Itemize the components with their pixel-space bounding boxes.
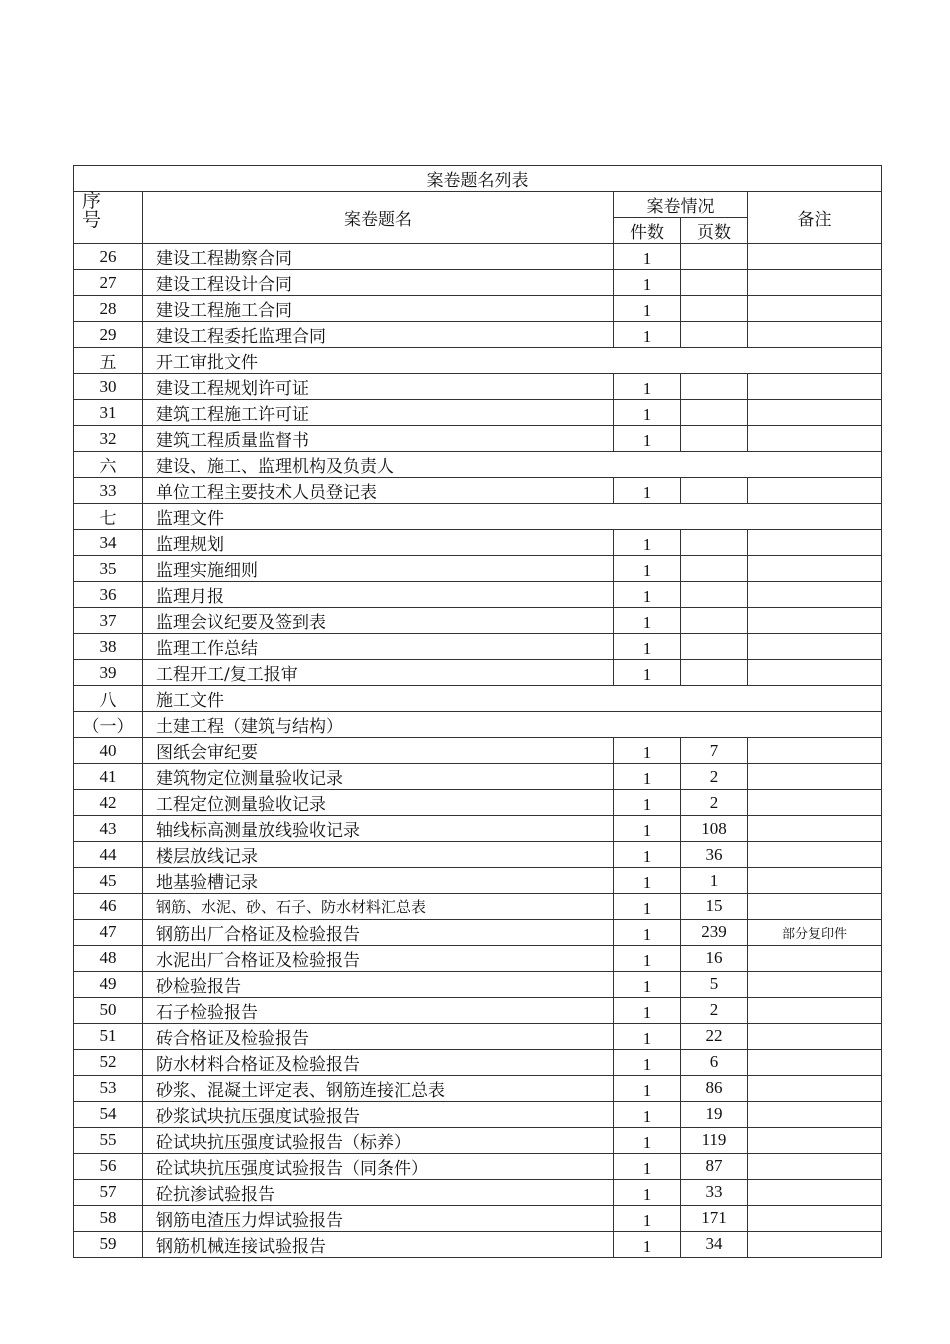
row-number: 41 [74, 764, 143, 790]
row-number: 33 [74, 478, 143, 504]
table-row [74, 322, 882, 348]
row-note [748, 971, 882, 997]
row-title: 砂浆、混凝土评定表、钢筋连接汇总表 [143, 1075, 614, 1101]
row-note [748, 400, 882, 426]
header-note: 备注 [748, 192, 882, 244]
row-number: 54 [74, 1101, 143, 1127]
row-note [748, 1179, 882, 1205]
row-number: 32 [74, 426, 143, 452]
row-number: 七 [74, 504, 143, 530]
row-count: 1 [614, 270, 681, 296]
row-count: 1 [614, 374, 681, 400]
table-row [74, 582, 882, 608]
row-title: 轴线标高测量放线验收记录 [143, 816, 614, 842]
row-count: 1 [614, 997, 681, 1023]
row-note [748, 1023, 882, 1049]
table-row [74, 1179, 882, 1205]
row-pages: 19 [681, 1101, 748, 1127]
row-pages: 2 [681, 764, 748, 790]
row-number: 30 [74, 374, 143, 400]
row-pages: 22 [681, 1023, 748, 1049]
table-row [74, 894, 882, 920]
row-number: 31 [74, 400, 143, 426]
row-pages: 15 [681, 894, 748, 920]
row-number: 51 [74, 1023, 143, 1049]
row-note [748, 790, 882, 816]
row-count: 1 [614, 1205, 681, 1231]
row-count: 1 [614, 945, 681, 971]
row-number: 59 [74, 1231, 143, 1257]
header-seq-line2: 号 [82, 209, 102, 231]
row-note [748, 842, 882, 868]
row-number: 46 [74, 894, 143, 920]
row-title: 建设工程规划许可证 [143, 374, 614, 400]
row-note [748, 1231, 882, 1257]
row-pages: 119 [681, 1127, 748, 1153]
row-count: 1 [614, 582, 681, 608]
row-note [748, 296, 882, 322]
row-note [748, 816, 882, 842]
table-row [74, 244, 882, 270]
table-row [74, 400, 882, 426]
row-title: 监理工作总结 [143, 634, 614, 660]
row-note [748, 244, 882, 270]
table-row [74, 1127, 882, 1153]
row-count: 1 [614, 1179, 681, 1205]
table-row [74, 660, 882, 686]
row-note [748, 738, 882, 764]
row-pages [681, 582, 748, 608]
table-row [74, 842, 882, 868]
header-seq-line1: 序 [82, 190, 102, 212]
row-pages [681, 270, 748, 296]
row-title: 建设工程施工合同 [143, 296, 614, 322]
row-pages: 2 [681, 997, 748, 1023]
row-pages [681, 374, 748, 400]
table-row [74, 1075, 882, 1101]
table-row [74, 738, 882, 764]
row-pages: 16 [681, 945, 748, 971]
section-row [74, 712, 882, 738]
row-title: 砂浆试块抗压强度试验报告 [143, 1101, 614, 1127]
row-number: 37 [74, 608, 143, 634]
table-row [74, 634, 882, 660]
row-note [748, 868, 882, 894]
table-row [74, 1231, 882, 1257]
section-title: 土建工程（建筑与结构） [143, 712, 882, 738]
header-seq [74, 192, 143, 244]
row-title: 地基验槽记录 [143, 868, 614, 894]
row-note [748, 374, 882, 400]
row-number: 28 [74, 296, 143, 322]
row-title: 砼试块抗压强度试验报告（标养） [143, 1127, 614, 1153]
row-number: 36 [74, 582, 143, 608]
header-pages: 页数 [681, 218, 748, 244]
row-pages [681, 400, 748, 426]
row-title: 石子检验报告 [143, 997, 614, 1023]
row-note [748, 1127, 882, 1153]
table-row [74, 945, 882, 971]
row-count: 1 [614, 1023, 681, 1049]
table-row [74, 296, 882, 322]
row-pages [681, 426, 748, 452]
row-title: 钢筋、水泥、砂、石子、防水材料汇总表 [143, 894, 614, 920]
row-note [748, 1205, 882, 1231]
row-pages: 34 [681, 1231, 748, 1257]
row-count: 1 [614, 738, 681, 764]
table-row [74, 919, 882, 945]
table-row [74, 426, 882, 452]
row-number: 六 [74, 452, 143, 478]
row-number: 52 [74, 1049, 143, 1075]
row-title: 监理规划 [143, 530, 614, 556]
table-row [74, 1023, 882, 1049]
row-number: 34 [74, 530, 143, 556]
table-row [74, 1049, 882, 1075]
table-row [74, 1205, 882, 1231]
table-row [74, 1153, 882, 1179]
table-row [74, 1101, 882, 1127]
table-row [74, 478, 882, 504]
table-row [74, 971, 882, 997]
row-number: 39 [74, 660, 143, 686]
header-status: 案卷情况 [614, 192, 748, 218]
header-name: 案卷题名 [143, 192, 614, 244]
row-number: 44 [74, 842, 143, 868]
row-note [748, 945, 882, 971]
row-count: 1 [614, 1049, 681, 1075]
row-note [748, 426, 882, 452]
row-count: 1 [614, 296, 681, 322]
row-title: 监理月报 [143, 582, 614, 608]
row-note [748, 270, 882, 296]
row-title: 砖合格证及检验报告 [143, 1023, 614, 1049]
row-count: 1 [614, 919, 681, 945]
table-row [74, 790, 882, 816]
row-note [748, 478, 882, 504]
table-row [74, 608, 882, 634]
row-number: 29 [74, 322, 143, 348]
section-title: 建设、施工、监理机构及负责人 [143, 452, 882, 478]
row-count: 1 [614, 478, 681, 504]
row-number: 55 [74, 1127, 143, 1153]
table-row [74, 764, 882, 790]
row-pages: 87 [681, 1153, 748, 1179]
row-note [748, 660, 882, 686]
row-pages: 1 [681, 868, 748, 894]
row-note [748, 582, 882, 608]
row-count: 1 [614, 971, 681, 997]
row-count: 1 [614, 322, 681, 348]
row-count: 1 [614, 764, 681, 790]
row-title: 防水材料合格证及检验报告 [143, 1049, 614, 1075]
section-row [74, 686, 882, 712]
table-row [74, 868, 882, 894]
row-note [748, 556, 882, 582]
row-pages [681, 296, 748, 322]
row-pages [681, 244, 748, 270]
row-number: 27 [74, 270, 143, 296]
row-note: 部分复印件 [748, 919, 882, 945]
row-number: 26 [74, 244, 143, 270]
row-count: 1 [614, 634, 681, 660]
section-title: 开工审批文件 [143, 348, 882, 374]
header-count: 件数 [614, 218, 681, 244]
row-pages: 2 [681, 790, 748, 816]
row-number: 38 [74, 634, 143, 660]
row-count: 1 [614, 608, 681, 634]
row-note [748, 1101, 882, 1127]
row-pages [681, 556, 748, 582]
row-title: 建设工程勘察合同 [143, 244, 614, 270]
row-title: 工程开工/复工报审 [143, 660, 614, 686]
row-title: 水泥出厂合格证及检验报告 [143, 945, 614, 971]
row-title: 建筑工程施工许可证 [143, 400, 614, 426]
row-note [748, 530, 882, 556]
row-pages [681, 660, 748, 686]
row-note [748, 608, 882, 634]
row-number: 43 [74, 816, 143, 842]
row-number: 53 [74, 1075, 143, 1101]
section-title: 施工文件 [143, 686, 882, 712]
row-note [748, 997, 882, 1023]
row-number: 47 [74, 919, 143, 945]
row-title: 工程定位测量验收记录 [143, 790, 614, 816]
row-title: 砂检验报告 [143, 971, 614, 997]
row-title: 单位工程主要技术人员登记表 [143, 478, 614, 504]
row-note [748, 1075, 882, 1101]
row-count: 1 [614, 816, 681, 842]
row-number: 42 [74, 790, 143, 816]
table-row [74, 816, 882, 842]
table-row [74, 374, 882, 400]
row-pages [681, 530, 748, 556]
row-count: 1 [614, 1075, 681, 1101]
row-pages: 36 [681, 842, 748, 868]
row-note [748, 322, 882, 348]
row-number: 45 [74, 868, 143, 894]
row-count: 1 [614, 530, 681, 556]
table-row [74, 530, 882, 556]
table-title-row [74, 166, 882, 192]
row-title: 图纸会审纪要 [143, 738, 614, 764]
row-count: 1 [614, 1127, 681, 1153]
row-count: 1 [614, 660, 681, 686]
row-title: 钢筋出厂合格证及检验报告 [143, 919, 614, 945]
row-note [748, 764, 882, 790]
archive-title-table [73, 165, 882, 1258]
row-count: 1 [614, 556, 681, 582]
table-row [74, 997, 882, 1023]
row-pages: 108 [681, 816, 748, 842]
row-note [748, 634, 882, 660]
row-pages: 6 [681, 1049, 748, 1075]
section-row [74, 348, 882, 374]
row-pages: 7 [681, 738, 748, 764]
row-number: 56 [74, 1153, 143, 1179]
row-pages: 86 [681, 1075, 748, 1101]
row-count: 1 [614, 1101, 681, 1127]
row-number: （一） [74, 712, 143, 738]
row-note [748, 1049, 882, 1075]
row-title: 监理会议纪要及签到表 [143, 608, 614, 634]
section-row [74, 452, 882, 478]
section-row [74, 504, 882, 530]
row-number: 40 [74, 738, 143, 764]
row-number: 50 [74, 997, 143, 1023]
row-pages: 5 [681, 971, 748, 997]
row-count: 1 [614, 842, 681, 868]
row-number: 58 [74, 1205, 143, 1231]
table-row [74, 556, 882, 582]
row-pages [681, 322, 748, 348]
row-count: 1 [614, 244, 681, 270]
row-title: 钢筋机械连接试验报告 [143, 1231, 614, 1257]
row-title: 建筑物定位测量验收记录 [143, 764, 614, 790]
row-pages [681, 634, 748, 660]
row-count: 1 [614, 894, 681, 920]
row-count: 1 [614, 868, 681, 894]
row-title: 钢筋电渣压力焊试验报告 [143, 1205, 614, 1231]
row-note [748, 1153, 882, 1179]
row-title: 建设工程设计合同 [143, 270, 614, 296]
row-title: 砼抗渗试验报告 [143, 1179, 614, 1205]
row-title: 监理实施细则 [143, 556, 614, 582]
row-pages: 171 [681, 1205, 748, 1231]
row-pages [681, 478, 748, 504]
row-title: 砼试块抗压强度试验报告（同条件） [143, 1153, 614, 1179]
row-count: 1 [614, 790, 681, 816]
row-number: 35 [74, 556, 143, 582]
table-title: 案卷题名列表 [74, 166, 882, 192]
row-count: 1 [614, 400, 681, 426]
table-body [74, 244, 882, 1258]
row-count: 1 [614, 426, 681, 452]
row-title: 楼层放线记录 [143, 842, 614, 868]
row-pages: 239 [681, 919, 748, 945]
row-note [748, 894, 882, 920]
row-number: 49 [74, 971, 143, 997]
row-pages [681, 608, 748, 634]
section-title: 监理文件 [143, 504, 882, 530]
row-number: 八 [74, 686, 143, 712]
header-row [74, 192, 882, 218]
row-count: 1 [614, 1231, 681, 1257]
row-count: 1 [614, 1153, 681, 1179]
row-title: 建设工程委托监理合同 [143, 322, 614, 348]
row-number: 48 [74, 945, 143, 971]
table-row [74, 270, 882, 296]
row-pages: 33 [681, 1179, 748, 1205]
row-number: 五 [74, 348, 143, 374]
row-number: 57 [74, 1179, 143, 1205]
row-title: 建筑工程质量监督书 [143, 426, 614, 452]
